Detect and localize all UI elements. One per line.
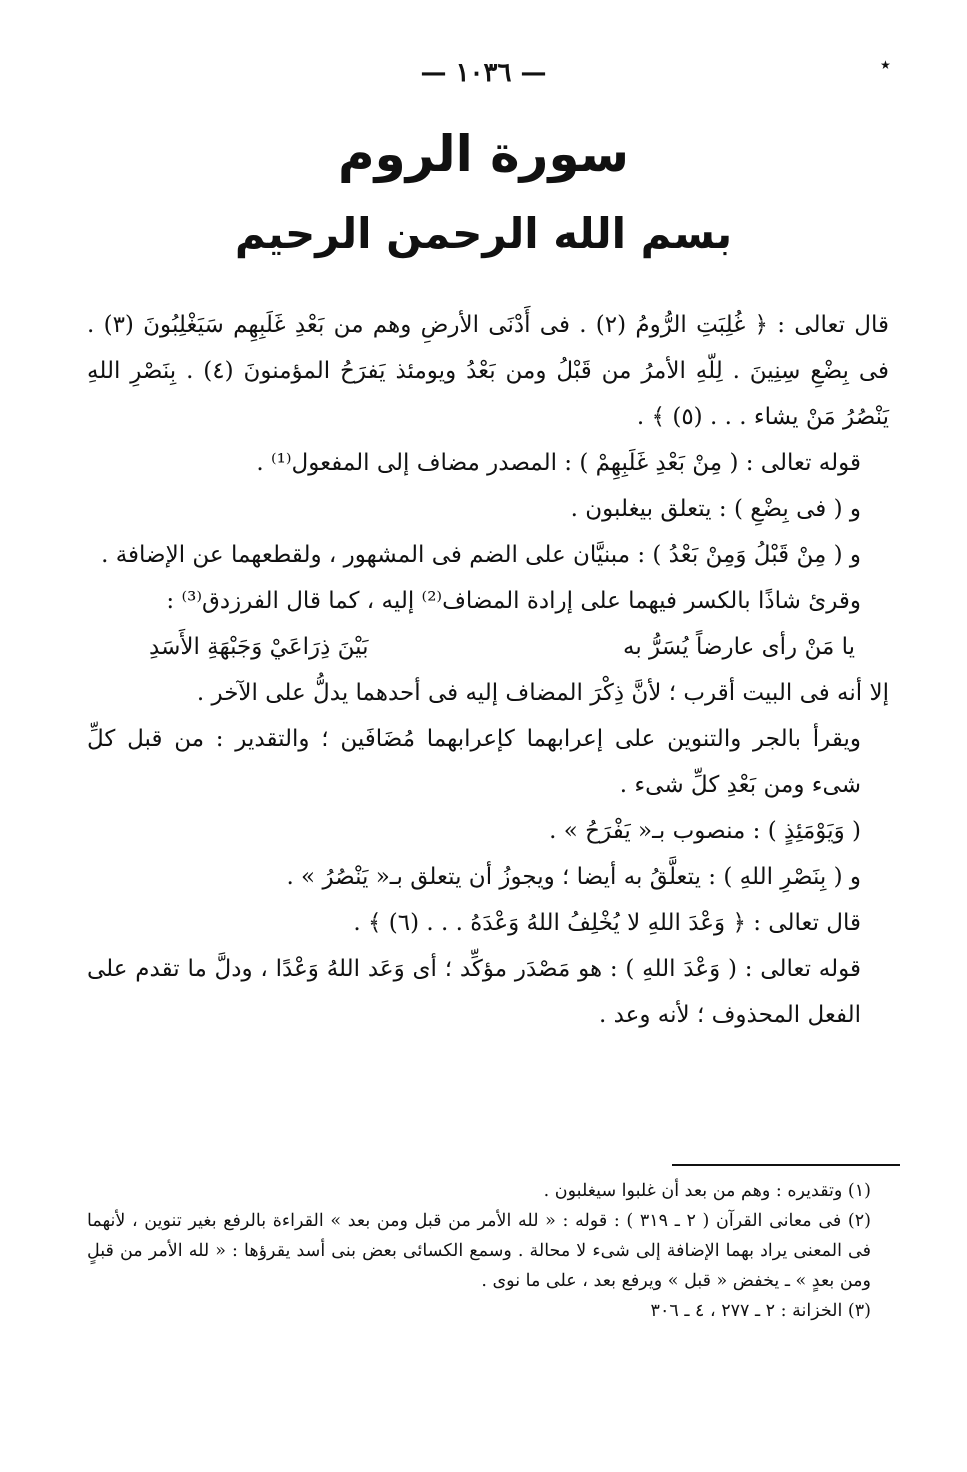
- commentary-paragraph: إلا أنه فى البيت أقرب ؛ لأنَّ ذِكْرَ المضاف إليه فى أحدهما يدلُّ على الآخر .: [196, 680, 889, 706]
- page-number: — ١٠٣٦ —: [420, 58, 547, 88]
- footnotes: [87, 1176, 889, 1326]
- commentary-paragraph: وقرئ شاذًا بالكسر فيهما على إرادة المضاف⁽²⁾ إليه ، كما قال الفرزدق⁽³⁾ :: [166, 588, 861, 614]
- footnote: (٣) الخزانة : ٢ ـ ٢٧٧ ، ٤ ـ ٣٠٦: [650, 1301, 871, 1321]
- poetry-verse: [87, 624, 889, 670]
- verse-hemistich-first: يا مَنْ رأى عارضاً يُسَرُّ به: [622, 634, 855, 660]
- surah-title: سورة الروم: [338, 125, 629, 183]
- verse-hemistich-second: بَيْنَ ذِرَاعَيْ وَجَبْهَةِ الأَسَدِ: [149, 634, 369, 660]
- corner-mark: ٭: [880, 52, 891, 76]
- commentary-paragraph: ويقرأ بالجر والتنوين على إعرابهما كإعرابهما مُضَافَين ؛ والتقدير : من قبل كلِّ شىء ومن بَعْدِ كلِّ شىء .: [87, 726, 861, 798]
- commentary-paragraph: قوله تعالى : ( مِنْ بَعْدِ غَلَبِهِمْ ) : المصدر مضاف إلى المفعول⁽¹⁾ .: [256, 450, 861, 476]
- commentary-paragraph: و ( فى بِضْعِ ) : يتعلق بيغلبون .: [570, 496, 861, 522]
- commentary-paragraph: قوله تعالى : ( وَعْدَ اللهِ ) : هو مَصْدَر مؤكِّد ؛ أى وَعَد اللهُ وَعْدًا ، ودلَّ ما تقدم على الفعل المحذوف ؛ لأنه وعد .: [87, 956, 861, 1028]
- footnote-divider: [672, 1164, 900, 1166]
- verse-quote-paragraph: قال تعالى : ﴿ وَعْدَ اللهِ لا يُخْلِفُ اللهُ وَعْدَهُ . . . (٦) ﴾ .: [353, 910, 861, 936]
- footnote: (٢) فى معانى القرآن ( ٢ ـ ٣١٩ ) : قوله : « لله الأمر من قبل ومن بعد » القراءة بالرفع بغير تنوين ، لأنهما فى المعنى يراد بهما الإضافة إلى شىء لا محالة . وسمع الكسائى بعض بنى أسد يقرؤها : « لله الأمر من قبلٍ ومن بعدٍ » ـ يخفض « قبل » ويرفع بعد ، على ما نوى .: [87, 1211, 871, 1291]
- main-text: [87, 302, 889, 1038]
- commentary-paragraph: و ( مِنْ قَبْلُ وَمِنْ بَعْدُ ) : مبنيَّان على الضم فى المشهور ، ولقطعهما عن الإضافة .: [101, 542, 861, 568]
- commentary-paragraph: و ( بِنَصْرِ اللهِ ) : يتعلَّقُ به أيضا ؛ ويجوزُ أن يتعلق بـ« يَنْصُرُ » .: [286, 864, 861, 890]
- basmala: بسم الله الرحمن الرحيم: [234, 209, 733, 258]
- commentary-paragraph: ( وَيَوْمَئِذٍ ) : منصوب بـ« يَفْرَحُ » .: [549, 818, 861, 844]
- footnote: (١) وتقديره : وهم من بعد أن غلبوا سيغلبون .: [543, 1181, 871, 1201]
- verse-quote-paragraph: قال تعالى : ﴿ غُلِبَتِ الرُّومُ (٢) . فى أَدْنَى الأرضِ وهم من بَعْدِ غَلَبِهِم سَيَغْلِبُونَ (٣) . فى بِضْعِ سِنِينَ . لِلّهِ الأمرُ من قَبْلُ ومن بَعْدُ ويومئذ يَفرَحُ المؤمنونَ (٤) . بِنَصْرِ اللهِ يَنْصُرُ مَنْ يشاء . . . (٥) ﴾ .: [87, 312, 889, 430]
